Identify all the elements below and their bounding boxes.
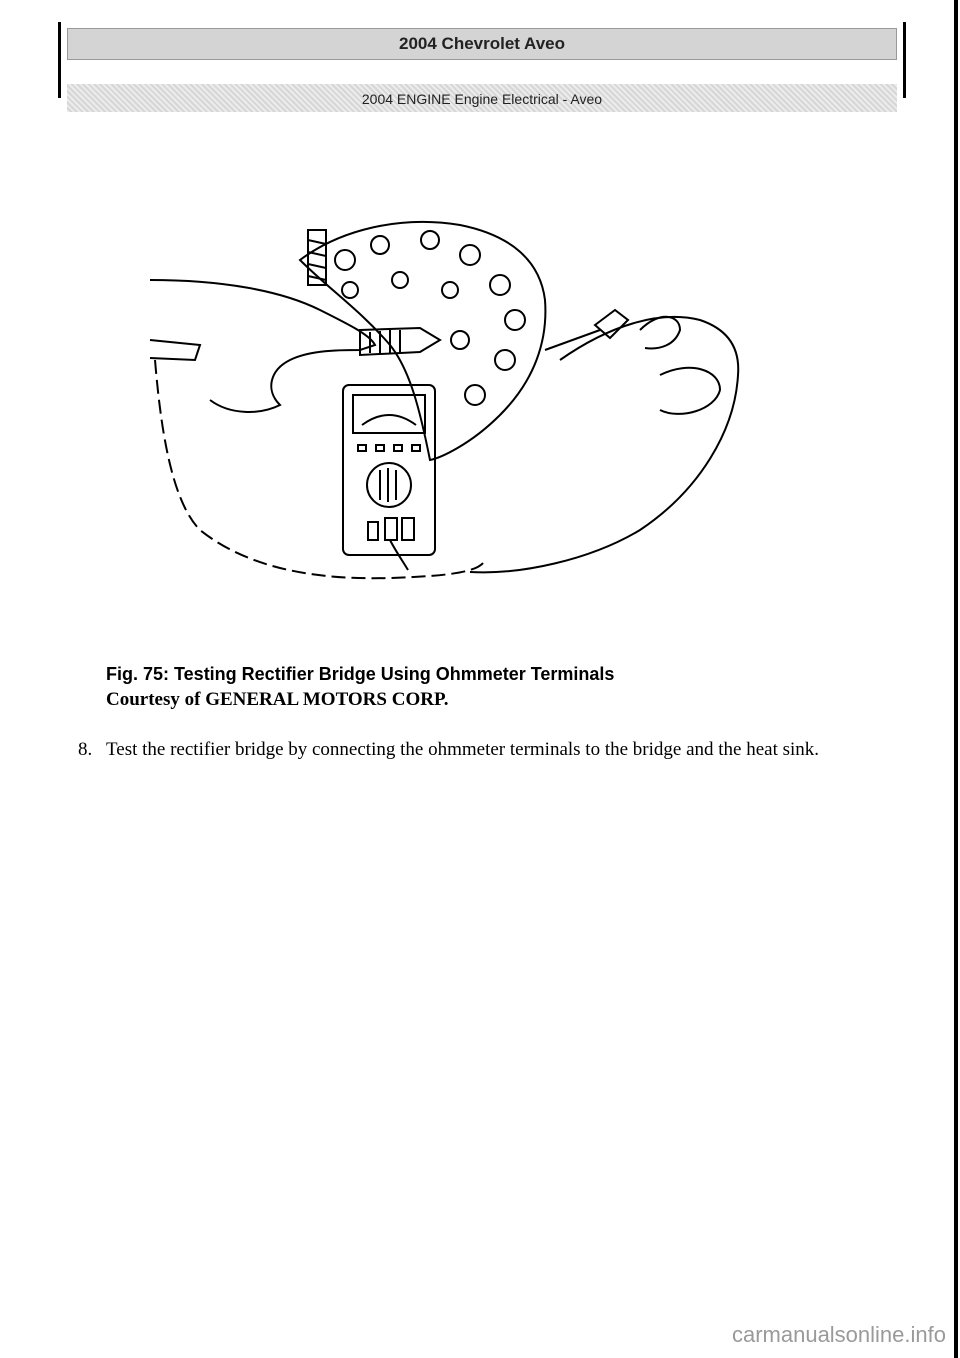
- right-thumb: [640, 317, 680, 349]
- page-header: [58, 22, 906, 107]
- bridge-terminal: [465, 385, 485, 405]
- bridge-terminal: [371, 236, 389, 254]
- bridge-terminal: [460, 245, 480, 265]
- bridge-terminal: [495, 350, 515, 370]
- ohmmeter-button: [376, 445, 384, 451]
- bridge-terminal: [335, 250, 355, 270]
- left-hand-outline: [150, 280, 375, 412]
- bridge-terminal: [342, 282, 358, 298]
- right-probe: [595, 310, 628, 338]
- figure-credit: Courtesy of GENERAL MOTORS CORP.: [106, 689, 449, 710]
- header-subtitle: 2004 ENGINE Engine Electrical - Aveo: [67, 84, 897, 112]
- ohmmeter-jack: [368, 522, 378, 540]
- right-hand-outline: [470, 317, 738, 572]
- figure-caption: Fig. 75: Testing Rectifier Bridge Using Ohmmeter Terminals: [106, 664, 615, 684]
- rectifier-plate: [300, 222, 545, 460]
- step-text: Test the rectifier bridge by connecting the ohmmeter terminals to the bridge and the heat sink.: [106, 739, 820, 760]
- ohmmeter-button: [394, 445, 402, 451]
- left-arm-sleeve: [150, 340, 200, 360]
- ohmmeter-jack: [385, 518, 397, 540]
- bridge-terminal: [451, 331, 469, 349]
- page-border-right: [954, 0, 958, 1358]
- bridge-terminal: [505, 310, 525, 330]
- figure-caption-block: [106, 662, 614, 712]
- rectifier-test-illustration: [140, 200, 760, 600]
- header-title: 2004 Chevrolet Aveo: [67, 28, 897, 60]
- bridge-terminal: [490, 275, 510, 295]
- bridge-terminal: [442, 282, 458, 298]
- ohmmeter-jack: [402, 518, 414, 540]
- procedure-step: [78, 737, 878, 762]
- ohmmeter-button: [358, 445, 366, 451]
- watermark: carmanualsonline.info: [731, 1322, 946, 1347]
- step-number: 8.: [78, 739, 93, 760]
- bridge-terminal: [421, 231, 439, 249]
- right-fingers: [660, 368, 720, 414]
- bridge-terminal: [392, 272, 408, 288]
- ohmmeter-button: [412, 445, 420, 451]
